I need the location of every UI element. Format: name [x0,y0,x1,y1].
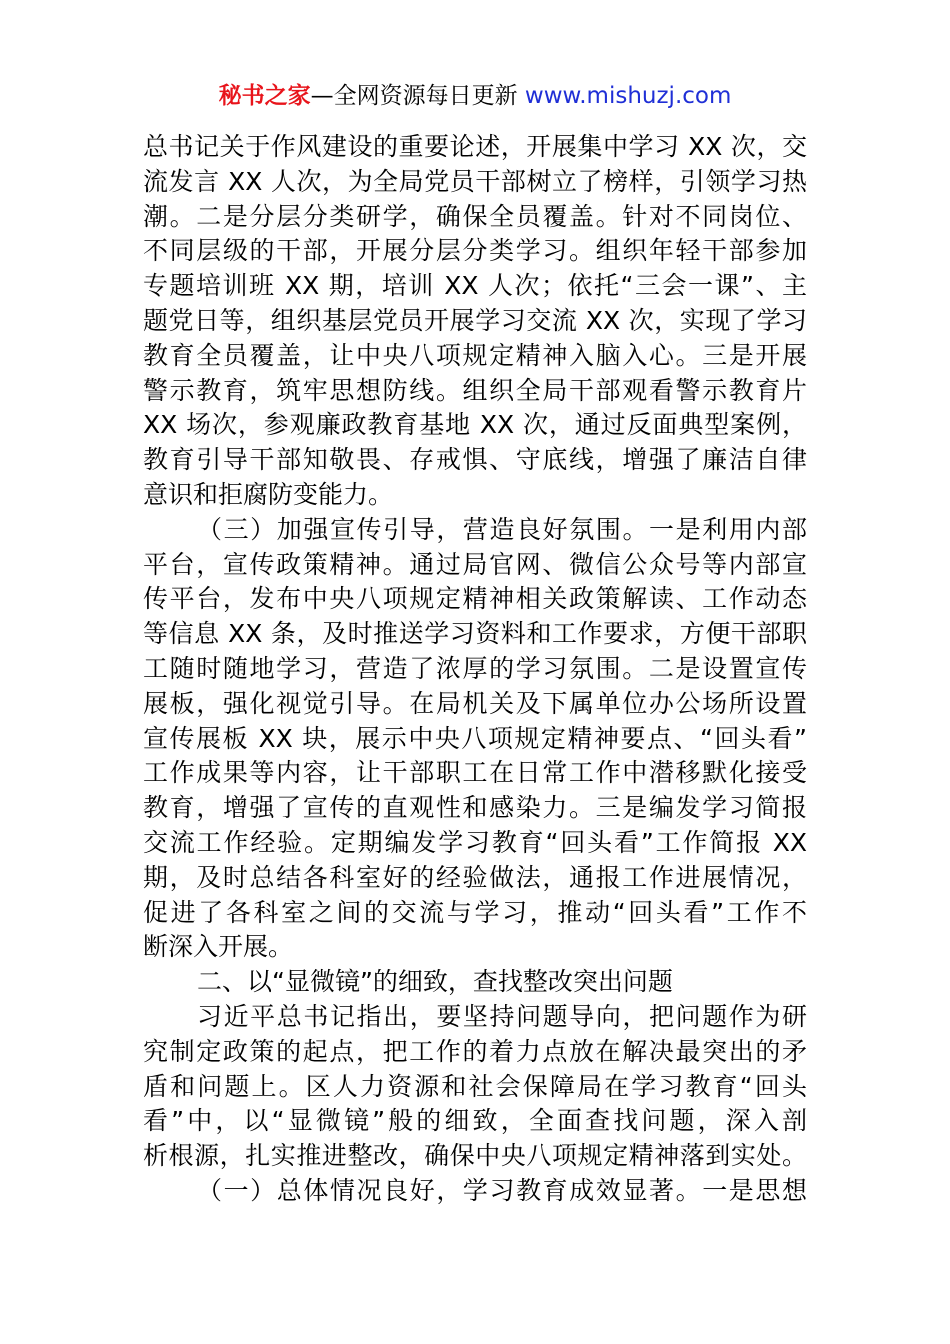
chapter-heading: 二、以“显微镜”的细致，查找整改突出问题 [197,967,673,997]
text-line: 警示教育，筑牢思想防线。组织全局干部观看警示教育片 [143,375,807,405]
text-line: 看”中，以“显微镜”般的细致，全面查找问题，深入剖 [143,1106,807,1136]
site-brand: 秘书之家 [218,83,311,109]
text-line: 宣传展板 XX 块，展示中央八项规定精神要点、“回头看” [143,723,807,753]
site-header [0,80,950,112]
text-line: 期，及时总结各科室好的经验做法，通报工作进展情况， [143,862,807,892]
section-heading-line: （一）总体情况良好，学习教育成效显著。一是思想 [197,1175,807,1205]
text-line: 工作成果等内容，让干部职工在日常工作中潜移默化接受 [143,758,807,788]
text-line: XX 场次，参观廉政教育基地 XX 次，通过反面典型案例， [143,410,807,440]
document-body [143,130,807,1209]
text-line: 平台，宣传政策精神。通过局官网、微信公众号等内部宣 [143,549,807,579]
text-line: 不同层级的干部，开展分层分类学习。组织年轻干部参加 [143,236,807,266]
text-line: 教育，增强了宣传的直观性和感染力。三是编发学习简报 [143,793,807,823]
text-line: 盾和问题上。区人力资源和社会保障局在学习教育“回头 [143,1071,807,1101]
text-line: 习近平总书记指出，要坚持问题导向，把问题作为研 [197,1001,807,1031]
text-line: 等信息 XX 条，及时推送学习资料和工作要求，方便干部职 [143,619,807,649]
section-heading-line: （三）加强宣传引导，营造良好氛围。一是利用内部 [197,514,807,544]
text-line: 教育全员覆盖，让中央八项规定精神入脑入心。三是开展 [143,340,807,370]
text-line: 潮。二是分层分类研学，确保全员覆盖。针对不同岗位、 [143,201,807,231]
text-line: 传平台，发布中央八项规定精神相关政策解读、工作动态 [143,584,807,614]
text-line: 交流工作经验。定期编发学习教育“回头看”工作简报 XX [143,827,807,857]
text-line: 教育引导干部知敬畏、存戒惧、守底线，增强了廉洁自律 [143,445,807,475]
text-line: 展板，强化视觉引导。在局机关及下属单位办公场所设置 [143,688,807,718]
text-line: 工随时随地学习，营造了浓厚的学习氛围。二是设置宣传 [143,653,807,683]
text-line: 意识和拒腐防变能力。 [143,479,394,509]
site-tagline: —全网资源每日更新 [310,83,525,109]
text-line: 促进了各科室之间的交流与学习，推动“回头看”工作不 [143,897,807,927]
text-line: 究制定政策的起点，把工作的着力点放在解决最突出的矛 [143,1036,807,1066]
text-line: 题党日等，组织基层党员开展学习交流 XX 次，实现了学习 [143,305,807,335]
site-url-link[interactable]: www.mishuzj.com [524,83,732,109]
text-line: 流发言 XX 人次，为全局党员干部树立了榜样，引领学习热 [143,166,807,196]
text-line: 专题培训班 XX 期，培训 XX 人次；依托“三会一课”、主 [143,271,807,301]
text-line: 析根源，扎实推进整改，确保中央八项规定精神落到实处。 [143,1141,807,1171]
text-line: 断深入开展。 [143,932,294,962]
text-line: 总书记关于作风建设的重要论述，开展集中学习 XX 次，交 [143,132,807,161]
